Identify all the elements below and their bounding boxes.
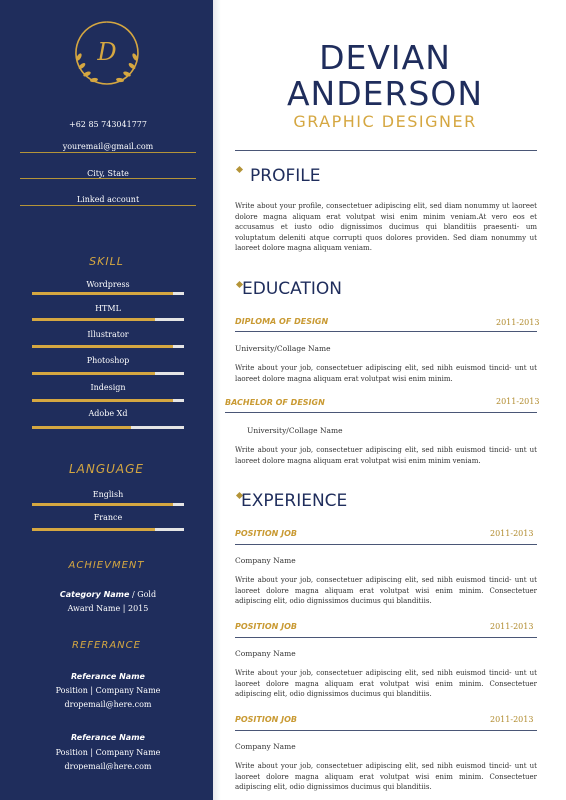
skill-label: Illustrator bbox=[87, 330, 129, 339]
last-name: ANDERSON bbox=[286, 74, 484, 113]
skill-label: HTML bbox=[95, 304, 121, 313]
skill-bar bbox=[32, 345, 184, 348]
skill-label: Adobe Xd bbox=[88, 409, 128, 418]
first-name: DEVIAN bbox=[319, 38, 451, 77]
reference-position: Position | Company Name bbox=[55, 748, 161, 757]
profile-heading: PROFILE bbox=[250, 166, 321, 186]
position-text: Write about your job, consectetuer adipiscing elit, sed nibh euismod tincid- unt ut laoreet dolore magna aliquam erat volutpat wisi enim minim. Consectetuer adipiscing elit, odio dignissimos ducimus qui blanditiis. bbox=[235, 762, 537, 791]
reference-email[interactable]: dropemail@here.com bbox=[64, 762, 152, 770]
skill-bar-fill bbox=[32, 345, 173, 348]
profile-text: Write about your profile, consectetuer adipiscing elit, sed diam nonummy ut laoreet dolore magna aliquam erat volutpat wisi enim minim veniam.At vero eos et accusamus et iusto odio dignissimos ducimus qui blanditiis praesenti- um voluptatum deleniti atque corrupti quos dolores providen. Sed diam nonummy ut laoreet dolore magna aliquam veniam. bbox=[235, 202, 537, 252]
entry-divider bbox=[235, 730, 537, 731]
school-name: University/Collage Name bbox=[247, 426, 343, 435]
sidebar-shadow bbox=[213, 0, 221, 800]
skill-bar bbox=[32, 399, 184, 402]
skill-label: Indesign bbox=[90, 383, 126, 392]
skill-label: Photoshop bbox=[86, 356, 130, 365]
degree-date: 2011-2013 bbox=[496, 397, 540, 406]
language-bar-fill bbox=[32, 528, 155, 531]
language-bar bbox=[32, 528, 184, 531]
achievement-line2: Award Name | 2015 bbox=[67, 604, 149, 613]
contact-city: City, State bbox=[87, 169, 129, 178]
position-date: 2011-2013 bbox=[490, 529, 534, 538]
achievement-line1 bbox=[20, 590, 196, 599]
degree-date: 2011-2013 bbox=[496, 318, 540, 327]
skill-bar bbox=[32, 426, 184, 429]
skill-bar-fill bbox=[32, 399, 173, 402]
language-bar bbox=[32, 503, 184, 506]
company-name: Company Name bbox=[235, 649, 296, 658]
skill-bar-fill bbox=[32, 372, 155, 375]
job-title: GRAPHIC DESIGNER bbox=[293, 112, 477, 131]
divider bbox=[20, 178, 196, 179]
position-title: POSITION JOB bbox=[235, 529, 297, 538]
reference-email[interactable]: dropemail@here.com bbox=[64, 700, 152, 709]
company-name: Company Name bbox=[235, 556, 296, 565]
position-title: POSITION JOB bbox=[235, 622, 297, 631]
skill-bar-fill bbox=[32, 426, 131, 429]
contact-linkedin[interactable]: Linked account bbox=[76, 195, 140, 204]
position-text: Write about your job, consectetuer adipiscing elit, sed nibh euismod tincid- unt ut laoreet dolore magna aliquam erat volutpat wisi enim minim. Consectetuer adipiscing elit, odio dignissimos ducimus qui blanditiis. bbox=[235, 669, 537, 698]
logo-letter: D bbox=[97, 38, 117, 66]
section-diamond-icon bbox=[236, 166, 243, 173]
position-title: POSITION JOB bbox=[235, 715, 297, 724]
monogram-logo bbox=[62, 16, 152, 94]
degree-text: Write about your job, consectetuer adipiscing elit, sed nibh euismod tincid- unt ut laoreet dolore magna aliquam erat volutpat wisi enim minim. bbox=[235, 364, 537, 383]
skill-heading: SKILL bbox=[89, 255, 124, 268]
skill-bar-fill bbox=[32, 292, 173, 295]
entry-divider bbox=[235, 544, 537, 545]
divider bbox=[20, 205, 196, 206]
skill-bar bbox=[32, 318, 184, 321]
education-heading: EDUCATION bbox=[242, 279, 342, 299]
skill-bar bbox=[32, 292, 184, 295]
language-label: English bbox=[92, 490, 124, 499]
company-name: Company Name bbox=[235, 742, 296, 751]
position-date: 2011-2013 bbox=[490, 622, 534, 631]
achievement-award: / Gold bbox=[129, 590, 157, 599]
position-date: 2011-2013 bbox=[490, 715, 534, 724]
degree-title: DIPLOMA OF DESIGN bbox=[235, 317, 329, 326]
reference-heading: REFERANCE bbox=[72, 640, 141, 651]
skill-label: Wordpress bbox=[86, 280, 130, 289]
reference-name: Referance Name bbox=[71, 672, 145, 681]
degree-text: Write about your job, consectetuer adipiscing elit, sed nibh euismod tincid- unt ut laoreet dolore magna aliquam erat volutpat wisi enim minim veniam. bbox=[235, 446, 537, 465]
language-heading: LANGUAGE bbox=[68, 462, 145, 476]
contact-email[interactable]: youremail@gmail.com bbox=[62, 142, 154, 151]
header-divider bbox=[235, 150, 537, 151]
reference-position: Position | Company Name bbox=[55, 686, 161, 695]
sidebar bbox=[0, 0, 213, 800]
position-text: Write about your job, consectetuer adipiscing elit, sed nibh euismod tincid- unt ut laoreet dolore magna aliquam erat volutpat wisi enim minim. Consectetuer adipiscing elit, odio dignissimos ducimus qui blanditiis. bbox=[235, 576, 537, 605]
school-name: University/Collage Name bbox=[235, 344, 331, 353]
language-label: France bbox=[93, 513, 123, 522]
language-bar-fill bbox=[32, 503, 173, 506]
achievement-heading: ACHIEVMENT bbox=[68, 560, 145, 571]
divider bbox=[20, 152, 196, 153]
achievement-category: Category Name bbox=[59, 590, 130, 599]
entry-divider bbox=[235, 637, 537, 638]
skill-bar bbox=[32, 372, 184, 375]
contact-phone: +62 85 743041777 bbox=[69, 120, 147, 129]
entry-divider bbox=[235, 331, 537, 332]
reference-name: Referance Name bbox=[71, 733, 145, 742]
degree-title: BACHELOR OF DESIGN bbox=[225, 398, 325, 407]
skill-bar-fill bbox=[32, 318, 155, 321]
entry-divider bbox=[225, 412, 537, 413]
experience-heading: EXPERIENCE bbox=[241, 491, 348, 511]
